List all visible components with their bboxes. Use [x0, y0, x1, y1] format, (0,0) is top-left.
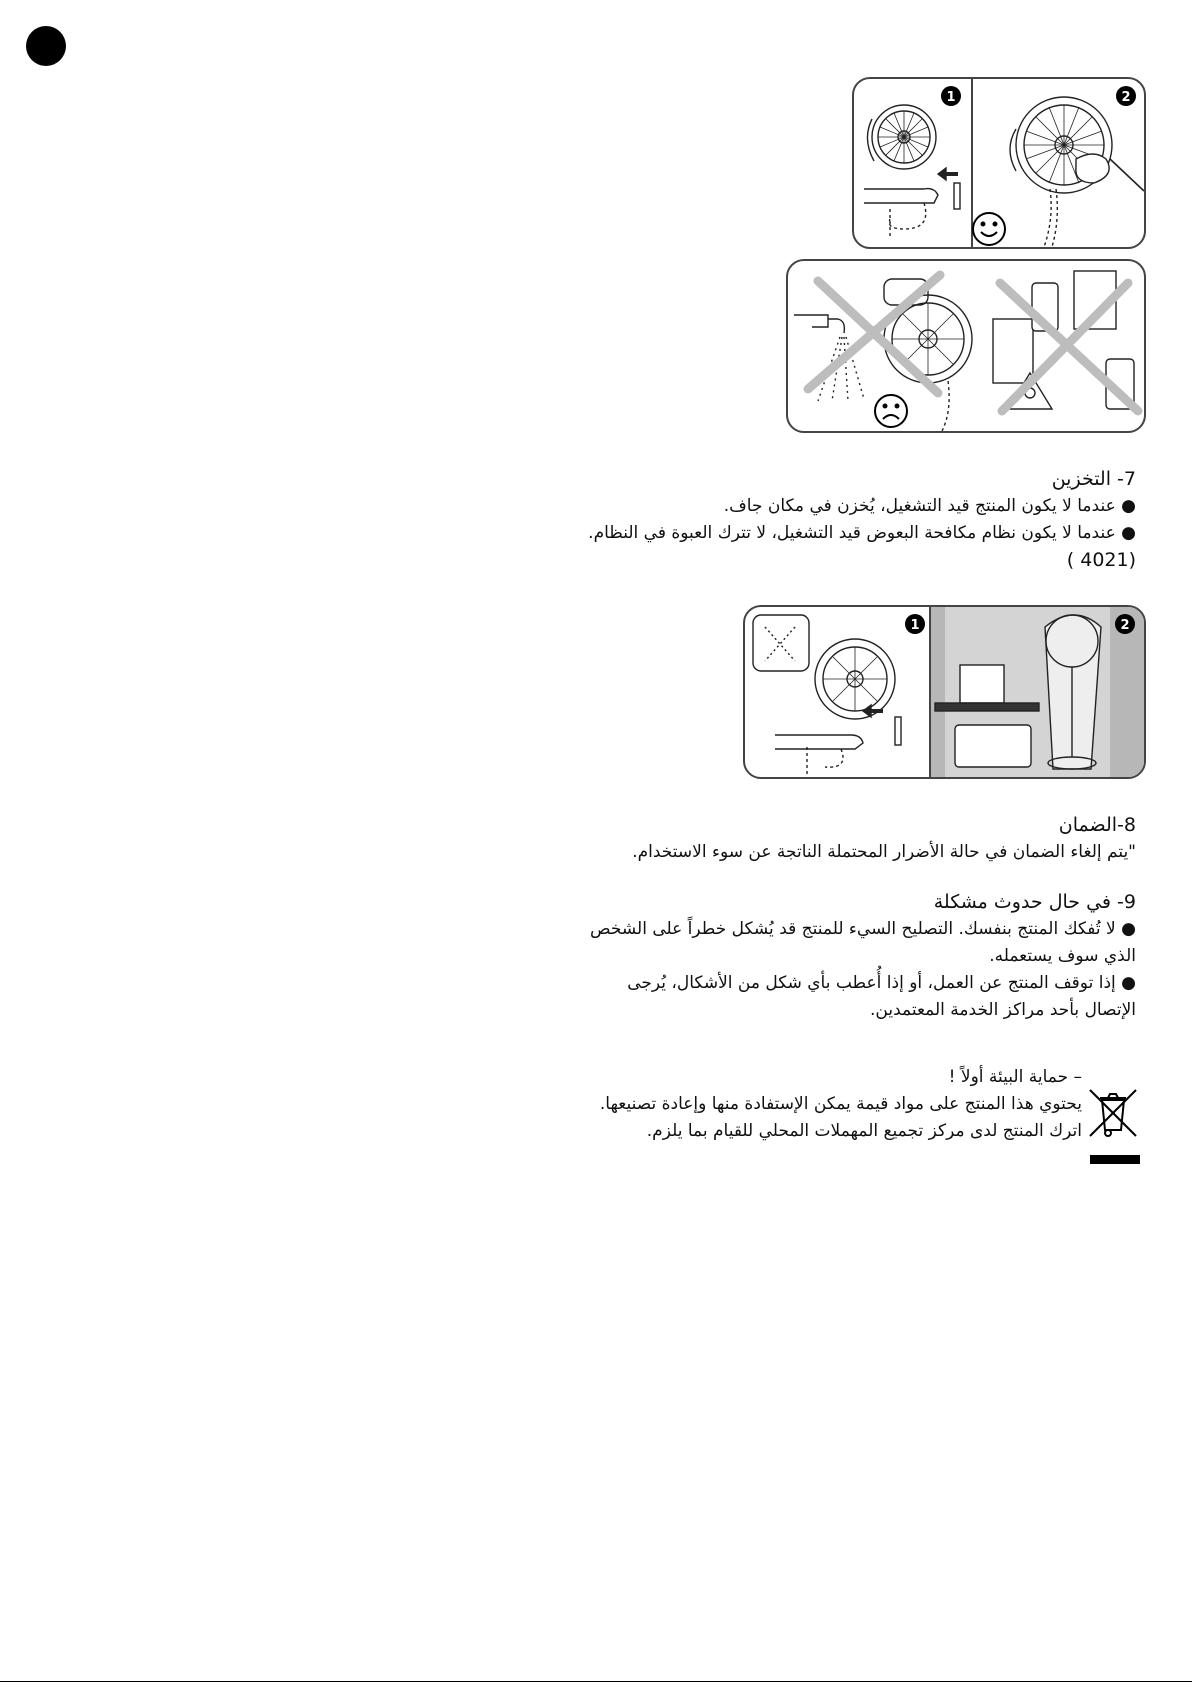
badge-2	[1115, 614, 1135, 634]
environment-line: اترك المنتج لدى مركز تجميع المهملات المحلي للقيام بما يلزم.	[646, 1121, 1082, 1141]
happy-face-icon	[973, 213, 1005, 245]
crossed-out-wheelie-bin-icon	[1088, 1088, 1138, 1138]
storage-bullet: ● عندما لا يكون نظام مكافحة البعوض قيد التشغيل، لا تترك العبوة في النظام.	[588, 523, 1136, 543]
badge-1	[941, 86, 961, 106]
warranty-heading: 8-الضمان	[1058, 814, 1136, 836]
environment-heading: – حماية البيئة أولاً !	[948, 1067, 1082, 1087]
badge-2	[1116, 86, 1136, 106]
trouble-bullet: ● لا تُفكك المنتج بنفسك. التصليح السيء للمنتج قد يُشكل خطراً على الشخص	[590, 919, 1136, 939]
storage-figure	[743, 605, 1146, 779]
trouble-bullet-cont: الإتصال بأحد مراكز الخدمة المعتمدين.	[870, 1000, 1136, 1020]
cleaning-figure-allowed	[852, 77, 1146, 249]
warranty-text: "يتم إلغاء الضمان في حالة الأضرار المحتملة الناتجة عن سوء الاستخدام.	[632, 842, 1136, 862]
trouble-section	[590, 889, 1136, 1024]
model-note: ( 4021)	[1066, 549, 1136, 571]
page-bottom-rule	[0, 1681, 1192, 1682]
trouble-bullet-cont: الذي سوف يستعمله.	[989, 946, 1136, 966]
badge-1	[905, 614, 925, 634]
environment-section	[600, 1064, 1082, 1145]
storage-bullet: ● عندما لا يكون المنتج قيد التشغيل، يُخزن في مكان جاف.	[723, 496, 1136, 516]
storage-section	[588, 466, 1136, 574]
sad-face-icon	[875, 395, 907, 427]
storage-heading: 7- التخزين	[1051, 468, 1136, 490]
cleaning-figure-forbidden	[786, 259, 1146, 433]
svg-text:2: 2	[1120, 618, 1130, 633]
svg-text:2: 2	[1121, 90, 1131, 105]
warranty-section	[632, 812, 1136, 866]
svg-text:1: 1	[946, 90, 956, 105]
trouble-bullet: ● إذا توقف المنتج عن العمل، أو إذا أُعطب بأي شكل من الأشكال، يُرجى	[627, 973, 1136, 993]
section-marker-dot	[26, 26, 66, 66]
svg-text:1: 1	[910, 618, 920, 633]
weee-bar	[1090, 1155, 1140, 1164]
environment-line: يحتوي هذا المنتج على مواد قيمة يمكن الإستفادة منها وإعادة تصنيعها.	[599, 1094, 1082, 1114]
trouble-heading: 9- في حال حدوث مشكلة	[933, 891, 1136, 913]
